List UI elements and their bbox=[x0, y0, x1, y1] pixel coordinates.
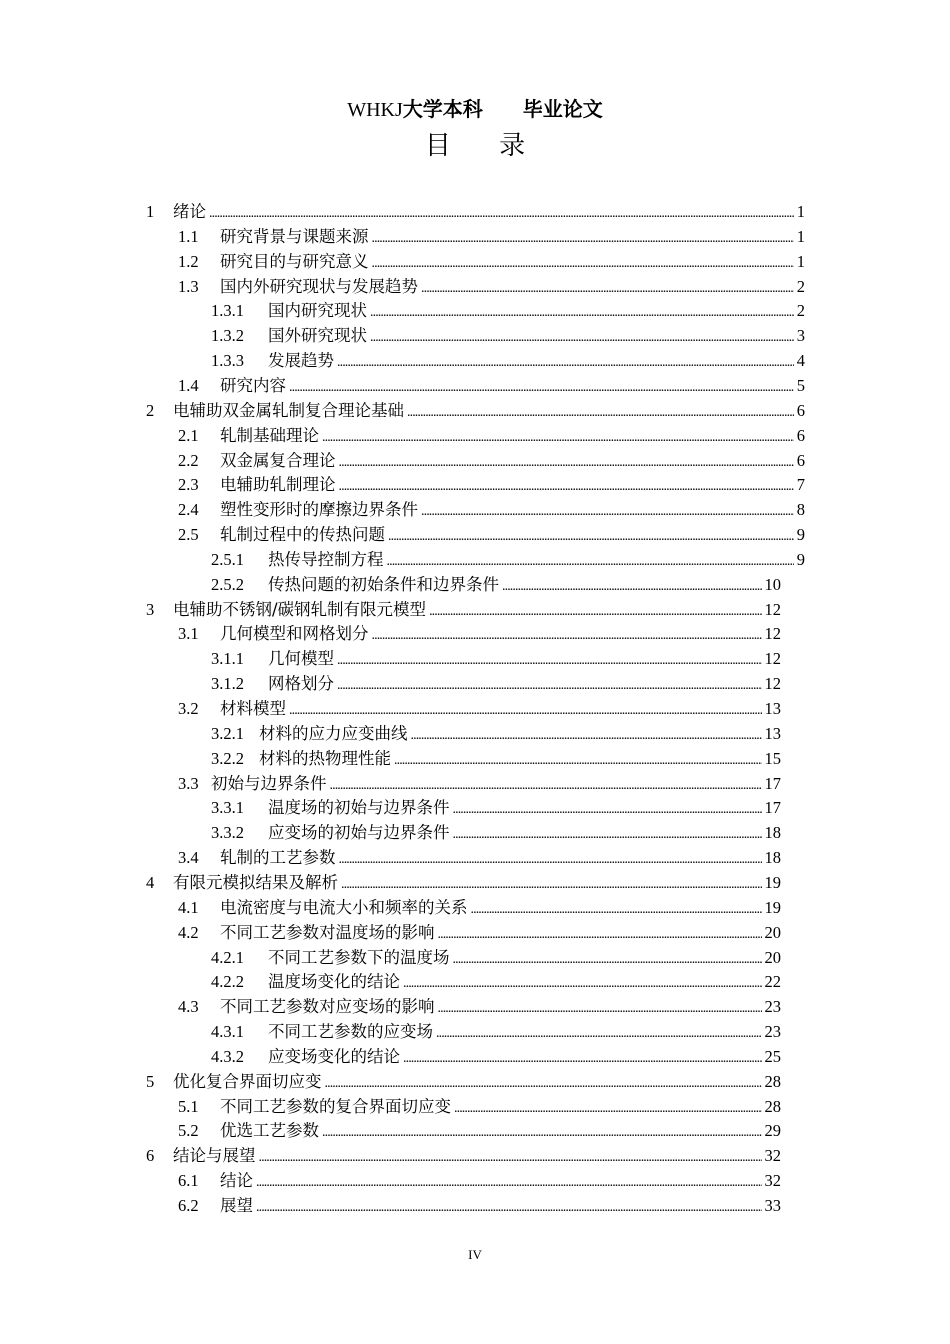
toc-entry-title: 国外研究现状 bbox=[268, 326, 367, 346]
toc-leader-dots bbox=[471, 897, 762, 919]
toc-entry[interactable] bbox=[211, 745, 781, 770]
toc-entry-number: 3.2 bbox=[178, 699, 199, 718]
toc-entry-number: 4.2.1 bbox=[211, 947, 244, 967]
toc-leader-dots bbox=[341, 872, 762, 894]
running-header bbox=[0, 96, 950, 123]
toc-entry-page: 9 bbox=[796, 549, 805, 569]
toc-entry-title: 发展趋势 bbox=[268, 351, 334, 371]
toc-entry-page: 17 bbox=[764, 773, 781, 793]
toc-entry-number: 3 bbox=[146, 599, 155, 619]
toc-entry-page: 23 bbox=[764, 1022, 781, 1042]
toc-entry-page: 23 bbox=[764, 997, 781, 1017]
toc-entry-page: 8 bbox=[796, 500, 805, 520]
toc-entry-title: 结论 bbox=[220, 1171, 253, 1191]
toc-entry-title: 热传导控制方程 bbox=[268, 549, 384, 569]
toc-entry-page: 32 bbox=[764, 1171, 781, 1191]
toc-entry-page: 29 bbox=[764, 1121, 781, 1141]
toc-entry-page: 25 bbox=[764, 1046, 781, 1066]
toc-entry-page: 17 bbox=[764, 798, 781, 818]
toc-entry-page: 12 bbox=[764, 649, 781, 669]
toc-entry-number: 4.2.2 bbox=[211, 972, 244, 992]
toc-entry-title: 电辅助轧制理论 bbox=[220, 475, 336, 495]
toc-entry[interactable] bbox=[211, 1043, 781, 1068]
toc-entry-title: 温度场变化的结论 bbox=[268, 972, 400, 992]
toc-leader-dots bbox=[411, 723, 762, 745]
toc-entry-title: 优选工艺参数 bbox=[220, 1121, 319, 1141]
toc-entry-title: 初始与边界条件 bbox=[211, 773, 327, 793]
toc-entry-number: 1.3.1 bbox=[211, 301, 244, 321]
toc-entry-number: 2.2 bbox=[178, 450, 199, 470]
toc-entry-page: 12 bbox=[764, 674, 781, 694]
toc-entry-page: 2 bbox=[796, 276, 805, 296]
toc-entry[interactable] bbox=[178, 993, 781, 1018]
toc-entry-title: 不同工艺参数对应变场的影响 bbox=[220, 997, 435, 1017]
toc-leader-dots bbox=[337, 648, 762, 670]
header-latin: WHKJ bbox=[347, 99, 403, 121]
toc-entry-title: 展望 bbox=[220, 1196, 253, 1215]
toc-entry[interactable] bbox=[211, 944, 781, 969]
toc-leader-dots bbox=[256, 1170, 762, 1192]
toc-entry-page: 9 bbox=[796, 525, 805, 545]
toc-entry-title: 温度场的初始与边界条件 bbox=[268, 798, 450, 818]
toc-entry-page: 18 bbox=[764, 823, 781, 843]
toc-entry[interactable] bbox=[146, 1142, 781, 1167]
toc-entry-title: 双金属复合理论 bbox=[220, 450, 336, 470]
toc-leader-dots bbox=[325, 1071, 762, 1093]
toc-entry[interactable] bbox=[178, 422, 805, 447]
toc-entry[interactable] bbox=[211, 322, 805, 347]
toc-entry[interactable] bbox=[178, 273, 805, 298]
toc-entry[interactable] bbox=[146, 869, 781, 894]
toc-entry-title: 研究背景与课题来源 bbox=[220, 226, 369, 246]
toc-entry-page: 1 bbox=[796, 202, 805, 221]
toc-leader-dots bbox=[337, 673, 762, 695]
toc-entry-page: 20 bbox=[764, 947, 781, 967]
toc-entry[interactable] bbox=[178, 223, 805, 248]
toc-entry-number: 3.4 bbox=[178, 848, 199, 868]
toc-entry-title: 有限元模拟结果及解析 bbox=[173, 872, 338, 892]
toc-entry-title: 塑性变形时的摩擦边界条件 bbox=[220, 500, 418, 520]
toc-entry-page: 15 bbox=[764, 748, 781, 768]
toc-leader-dots bbox=[394, 748, 762, 770]
toc-leader-dots bbox=[502, 574, 762, 596]
toc-entry[interactable] bbox=[211, 1018, 781, 1043]
toc-entry-title: 轧制的工艺参数 bbox=[220, 848, 336, 868]
toc-entry[interactable] bbox=[211, 347, 805, 372]
toc-entry-page: 32 bbox=[764, 1146, 781, 1166]
toc-entry-title: 几何模型 bbox=[268, 649, 334, 669]
toc-entry-number: 3.1 bbox=[178, 624, 199, 644]
toc-entry-title: 不同工艺参数的应变场 bbox=[268, 1022, 433, 1042]
toc-entry-page: 13 bbox=[764, 699, 781, 718]
toc-leader-dots bbox=[256, 1195, 762, 1217]
toc-entry-number: 4.3 bbox=[178, 997, 199, 1017]
toc-entry-number: 3.1.1 bbox=[211, 649, 244, 669]
toc-entry[interactable] bbox=[211, 720, 781, 745]
toc-entry-page: 2 bbox=[796, 301, 805, 321]
toc-entry-number: 5.2 bbox=[178, 1121, 199, 1141]
toc-entry-number: 2.5.1 bbox=[211, 549, 244, 569]
toc-entry-title: 应变场的初始与边界条件 bbox=[268, 823, 450, 843]
toc-leader-dots bbox=[330, 773, 762, 795]
toc-entry-page: 4 bbox=[796, 351, 805, 371]
toc-entry-page: 5 bbox=[796, 375, 805, 395]
toc-entry-title: 研究目的与研究意义 bbox=[220, 251, 369, 271]
toc-entry[interactable] bbox=[146, 198, 805, 223]
toc-leader-dots bbox=[403, 971, 762, 993]
toc-leader-dots bbox=[337, 350, 794, 372]
toc-entry-title: 不同工艺参数的复合界面切应变 bbox=[220, 1096, 451, 1116]
toc-entry[interactable] bbox=[178, 620, 781, 645]
toc-entry[interactable] bbox=[211, 670, 781, 695]
toc-entry[interactable] bbox=[178, 1167, 781, 1192]
toc-entry-title: 网格划分 bbox=[268, 674, 334, 694]
toc-entry-page: 1 bbox=[796, 251, 805, 271]
toc-entry-page: 6 bbox=[796, 425, 805, 445]
toc-entry[interactable] bbox=[211, 819, 781, 844]
toc-entry-title: 电辅助不锈钢/碳钢轧制有限元模型 bbox=[173, 599, 427, 619]
toc-leader-dots bbox=[453, 822, 762, 844]
toc-entry-title: 不同工艺参数下的温度场 bbox=[268, 947, 450, 967]
toc-entry-number: 4 bbox=[146, 872, 155, 892]
toc-entry[interactable] bbox=[211, 968, 781, 993]
toc-entry-number: 4.3.1 bbox=[211, 1022, 244, 1042]
toc-entry-number: 1.1 bbox=[178, 226, 199, 246]
toc-entry-number: 6.1 bbox=[178, 1171, 199, 1191]
toc-entry[interactable] bbox=[178, 447, 805, 472]
toc-entry-number: 4.3.2 bbox=[211, 1046, 244, 1066]
toc-entry-number: 2.4 bbox=[178, 500, 199, 520]
toc-entry-number: 1 bbox=[146, 202, 155, 221]
toc-leader-dots bbox=[453, 797, 762, 819]
toc-entry-number: 1.2 bbox=[178, 251, 199, 271]
toc-leader-dots bbox=[403, 1046, 762, 1068]
toc-entry[interactable] bbox=[178, 496, 805, 521]
toc-entry[interactable] bbox=[178, 372, 805, 397]
toc-entry-title: 轧制基础理论 bbox=[220, 425, 319, 445]
toc-entry[interactable] bbox=[178, 770, 781, 795]
toc-entry-number: 3.2.1 bbox=[211, 723, 244, 743]
toc-entry[interactable] bbox=[178, 919, 781, 944]
toc-entry-title: 优化复合界面切应变 bbox=[173, 1071, 322, 1091]
toc-entry-page: 12 bbox=[764, 599, 781, 619]
toc-leader-dots bbox=[339, 847, 762, 869]
toc-entry-number: 3.3.1 bbox=[211, 798, 244, 818]
page-title: 目 录 bbox=[424, 131, 546, 161]
toc-entry[interactable] bbox=[178, 1192, 781, 1217]
toc-leader-dots bbox=[209, 201, 794, 223]
toc-leader-dots bbox=[372, 623, 762, 645]
toc-entry[interactable] bbox=[178, 521, 805, 546]
toc-entry-title: 电流密度与电流大小和频率的关系 bbox=[220, 897, 468, 917]
toc-leader-dots bbox=[438, 996, 762, 1018]
toc-entry-number: 6.2 bbox=[178, 1196, 199, 1215]
toc-entry-title: 传热问题的初始条件和边界条件 bbox=[268, 574, 499, 594]
toc-entry-number: 2.5.2 bbox=[211, 574, 244, 594]
toc-entry-number: 1.3 bbox=[178, 276, 199, 296]
toc-entry[interactable] bbox=[211, 297, 805, 322]
toc-leader-dots bbox=[388, 524, 794, 546]
toc-leader-dots bbox=[339, 450, 794, 472]
toc-leader-dots bbox=[289, 375, 794, 397]
toc-entry-number: 6 bbox=[146, 1146, 155, 1166]
toc-entry-page: 13 bbox=[764, 723, 781, 743]
toc-entry[interactable] bbox=[178, 695, 781, 720]
toc-entry-page: 1 bbox=[796, 226, 805, 246]
toc-entry-number: 1.4 bbox=[178, 375, 199, 395]
toc-entry-title: 电辅助双金属轧制复合理论基础 bbox=[173, 400, 404, 420]
toc-entry-title: 国内外研究现状与发展趋势 bbox=[220, 276, 418, 296]
toc-entry-title: 研究内容 bbox=[220, 375, 286, 395]
toc-entry-number: 4.1 bbox=[178, 897, 199, 917]
toc-entry-title: 国内研究现状 bbox=[268, 301, 367, 321]
toc-entry-page: 7 bbox=[796, 475, 805, 495]
toc-leader-dots bbox=[454, 1096, 762, 1118]
toc-leader-dots bbox=[370, 325, 794, 347]
toc-entry-page: 19 bbox=[764, 897, 781, 917]
toc-entry-number: 3.1.2 bbox=[211, 674, 244, 694]
toc-entry[interactable] bbox=[211, 645, 781, 670]
toc-entry-number: 2.1 bbox=[178, 425, 199, 445]
toc-entry[interactable] bbox=[211, 571, 781, 596]
toc-entry-title: 材料模型 bbox=[220, 699, 286, 718]
toc-entry[interactable] bbox=[178, 1093, 781, 1118]
toc-entry-number: 5 bbox=[146, 1071, 155, 1091]
toc-entry-number: 3.3.2 bbox=[211, 823, 244, 843]
toc-entry[interactable] bbox=[178, 894, 781, 919]
toc-entry-page: 20 bbox=[764, 922, 781, 942]
toc-leader-dots bbox=[436, 1021, 762, 1043]
toc-entry-number: 3.2.2 bbox=[211, 748, 244, 768]
toc-entry[interactable] bbox=[178, 844, 781, 869]
toc-entry[interactable] bbox=[146, 596, 781, 621]
toc-entry-page: 10 bbox=[764, 574, 781, 594]
toc-entry[interactable] bbox=[211, 794, 781, 819]
toc-leader-dots bbox=[421, 276, 794, 298]
toc-leader-dots bbox=[387, 549, 794, 571]
toc-entry-page: 6 bbox=[796, 450, 805, 470]
toc-entry-title: 轧制过程中的传热问题 bbox=[220, 525, 385, 545]
toc-entry-title: 材料的热物理性能 bbox=[259, 748, 391, 768]
toc-entry[interactable] bbox=[146, 1068, 781, 1093]
toc-entry-page: 33 bbox=[764, 1196, 781, 1215]
toc-leader-dots bbox=[339, 474, 794, 496]
toc-entry-page: 18 bbox=[764, 848, 781, 868]
toc-entry-page: 12 bbox=[764, 624, 781, 644]
toc-leader-dots bbox=[372, 226, 794, 248]
toc-entry-page: 3 bbox=[796, 326, 805, 346]
toc-leader-dots bbox=[429, 599, 761, 621]
toc-entry[interactable] bbox=[146, 397, 805, 422]
page-number: IV bbox=[468, 1247, 482, 1262]
toc-entry-number: 2.3 bbox=[178, 475, 199, 495]
toc-leader-dots bbox=[322, 425, 794, 447]
toc-entry-number: 2 bbox=[146, 400, 155, 420]
toc-entry-title: 应变场变化的结论 bbox=[268, 1046, 400, 1066]
toc-entry-page: 28 bbox=[764, 1096, 781, 1116]
toc-entry-page: 28 bbox=[764, 1071, 781, 1091]
toc-leader-dots bbox=[259, 1145, 762, 1167]
toc-entry-number: 1.3.3 bbox=[211, 351, 244, 371]
toc-entry-title: 材料的应力应变曲线 bbox=[259, 723, 408, 743]
toc-leader-dots bbox=[453, 947, 762, 969]
toc-entry[interactable] bbox=[178, 1117, 781, 1142]
toc-entry-title: 几何模型和网格划分 bbox=[220, 624, 369, 644]
toc-entry-title: 不同工艺参数对温度场的影响 bbox=[220, 922, 435, 942]
toc-leader-dots bbox=[322, 1120, 762, 1142]
toc-leader-dots bbox=[372, 251, 794, 273]
toc-entry[interactable] bbox=[178, 248, 805, 273]
toc-entry-number: 3.3 bbox=[178, 773, 199, 793]
toc-entry-number: 2.5 bbox=[178, 525, 199, 545]
toc-leader-dots bbox=[421, 499, 794, 521]
toc-entry-number: 1.3.2 bbox=[211, 326, 244, 346]
toc-entry-title: 结论与展望 bbox=[173, 1146, 256, 1166]
toc-entry-number: 4.2 bbox=[178, 922, 199, 942]
toc-entry-number: 5.1 bbox=[178, 1096, 199, 1116]
toc-entry[interactable] bbox=[211, 546, 805, 571]
toc-entry-page: 22 bbox=[764, 972, 781, 992]
toc-leader-dots bbox=[289, 698, 762, 720]
toc-entry-page: 19 bbox=[764, 872, 781, 892]
toc-leader-dots bbox=[407, 400, 794, 422]
header-cjk: 大学本科 毕业论文 bbox=[402, 97, 603, 121]
toc-entry-page: 6 bbox=[796, 400, 805, 420]
toc-entry-title: 绪论 bbox=[173, 202, 206, 221]
toc-leader-dots bbox=[370, 300, 794, 322]
toc-leader-dots bbox=[438, 922, 762, 944]
toc-entry[interactable] bbox=[178, 471, 805, 496]
